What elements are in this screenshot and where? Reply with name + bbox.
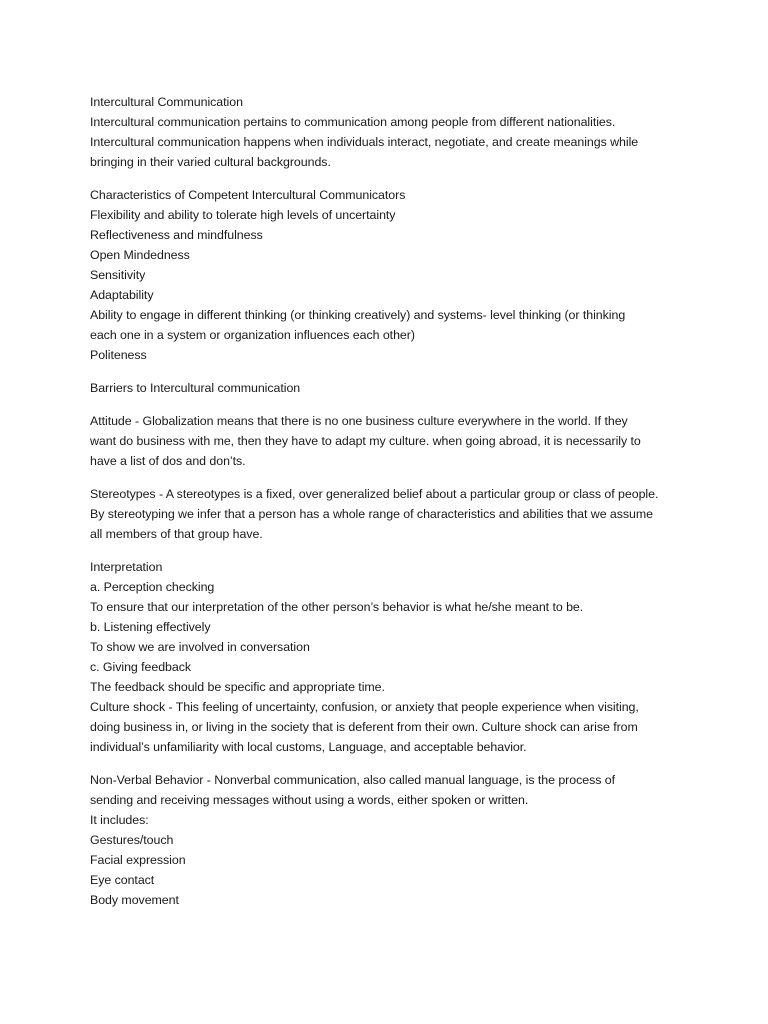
characteristics-heading: Characteristics of Competent Intercultural Communicators (90, 188, 406, 202)
characteristics-item: Reflectiveness and mindfulness (90, 228, 263, 242)
stereotypes-line: By stereotyping we infer that a person has a whole range of characteristics and abilities that we assume (90, 507, 654, 521)
interpretation-line: c. Giving feedback (90, 660, 192, 674)
interpretation-line: a. Perception checking (90, 580, 215, 594)
characteristics-item: Flexibility and ability to tolerate high levels of uncertainty (90, 208, 396, 222)
barriers-section (90, 378, 690, 398)
stereotypes-line: all members of that group have. (90, 527, 263, 541)
nonverbal-item: Facial expression (90, 853, 186, 867)
intro-section (90, 92, 690, 172)
stereotypes-paragraph (90, 484, 690, 544)
nonverbal-line: sending and receiving messages without using a words, either spoken or written. (90, 793, 529, 807)
nonverbal-line: Non-Verbal Behavior - Nonverbal communication, also called manual language, is the process of (90, 773, 615, 787)
characteristics-item: each one in a system or organization influences each other) (90, 328, 415, 342)
characteristics-item: Politeness (90, 348, 147, 362)
nonverbal-item: Body movement (90, 893, 179, 907)
interpretation-line: The feedback should be specific and appropriate time. (90, 680, 385, 694)
interpretation-heading: Interpretation (90, 560, 163, 574)
intro-heading: Intercultural Communication (90, 95, 243, 109)
interpretation-line: b. Listening effectively (90, 620, 211, 634)
attitude-line: want do business with me, then they have to adapt my culture. when going abroad, it is necessarily to (90, 434, 641, 448)
interpretation-line: To ensure that our interpretation of the other person’s behavior is what he/she meant to be. (90, 600, 584, 614)
characteristics-item: Open Mindedness (90, 248, 190, 262)
stereotypes-line: Stereotypes - A stereotypes is a fixed, over generalized belief about a particular group or class of people. (90, 487, 659, 501)
nonverbal-line: It includes: (90, 813, 149, 827)
nonverbal-section (90, 770, 690, 910)
culture-shock-line: Culture shock - This feeling of uncertainty, confusion, or anxiety that people experience when visiting, (90, 700, 639, 714)
attitude-paragraph (90, 411, 690, 471)
interpretation-line: To show we are involved in conversation (90, 640, 310, 654)
intro-line: Intercultural communication pertains to communication among people from different nationalities. (90, 115, 616, 129)
characteristics-item: Sensitivity (90, 268, 146, 282)
intro-line: bringing in their varied cultural backgrounds. (90, 155, 331, 169)
intro-line: Intercultural communication happens when individuals interact, negotiate, and create meanings while (90, 135, 639, 149)
barriers-heading: Barriers to Intercultural communication (90, 381, 301, 395)
interpretation-section (90, 557, 690, 757)
document-body (90, 92, 690, 910)
characteristics-item: Ability to engage in different thinking (or thinking creatively) and systems- level thinking (or thinking (90, 308, 626, 322)
nonverbal-item: Gestures/touch (90, 833, 174, 847)
characteristics-item: Adaptability (90, 288, 154, 302)
nonverbal-item: Eye contact (90, 873, 155, 887)
culture-shock-line: doing business in, or living in the society that is deferent from their own. Culture shock can arise from (90, 720, 638, 734)
attitude-line: Attitude - Globalization means that there is no one business culture everywhere in the world. If they (90, 414, 628, 428)
characteristics-section (90, 185, 690, 365)
culture-shock-line: individual’s unfamiliarity with local customs, Language, and acceptable behavior. (90, 740, 527, 754)
attitude-line: have a list of dos and don’ts. (90, 454, 246, 468)
